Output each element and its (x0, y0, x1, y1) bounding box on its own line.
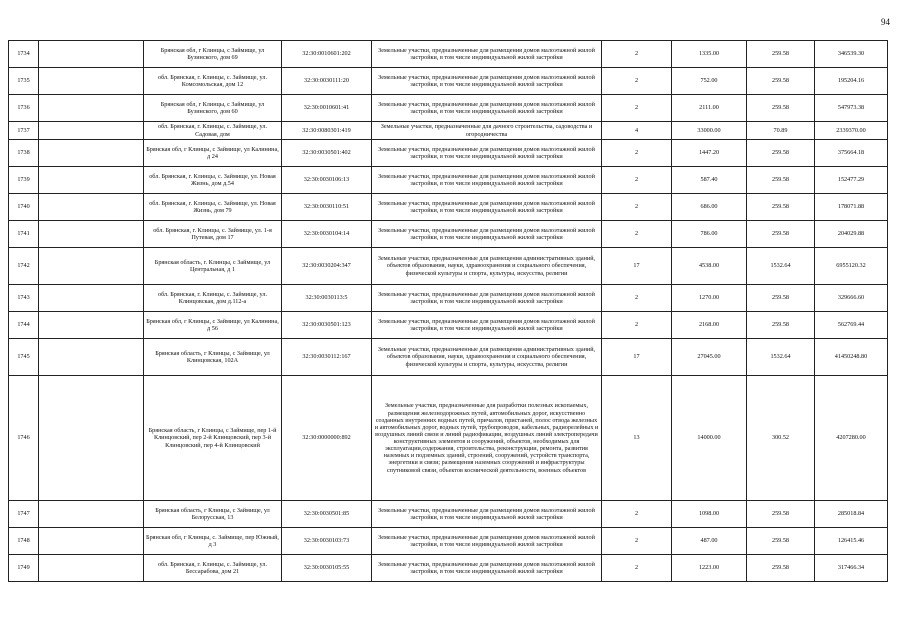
cadastral-number-cell: 32:30:0030103:73 (282, 528, 372, 555)
specific-value-cell: 259.58 (747, 501, 815, 528)
address-cell: обл. Брянская, г. Клинцы, с. Займище, ул. Комсомольская, дом 12 (144, 68, 282, 95)
use-group-cell: 2 (602, 555, 672, 582)
specific-value-cell: 1532.64 (747, 248, 815, 285)
table-row (9, 140, 888, 167)
cadastral-number-cell: 32:30:0030106:13 (282, 167, 372, 194)
specific-value-cell: 259.58 (747, 285, 815, 312)
cadastral-value-cell: 547973.38 (815, 95, 888, 122)
land-use-cell: Земельные участки, предназначенные для размещения домов малоэтажной жилой застройки, в том числе индивидуальной жилой застройки (372, 95, 602, 122)
row-number-cell: 1741 (9, 221, 39, 248)
land-use-cell: Земельные участки, предназначенные для размещения домов малоэтажной жилой застройки, в том числе индивидуальной жилой застройки (372, 68, 602, 95)
table-row (9, 285, 888, 312)
address-cell: обл. Брянская, г. Клинцы, с. Займище, ул. Садовая, дом (144, 122, 282, 140)
table-row (9, 248, 888, 285)
area-cell: 2168.00 (672, 312, 747, 339)
area-cell: 1447.20 (672, 140, 747, 167)
cadastral-number-cell: 32:30:0030113:5 (282, 285, 372, 312)
area-cell: 2111.00 (672, 95, 747, 122)
use-group-cell: 2 (602, 312, 672, 339)
cadastral-value-cell: 317466.34 (815, 555, 888, 582)
use-group-cell: 2 (602, 528, 672, 555)
address-cell: обл. Брянская, г. Клинцы, с. Займище, ул. Клинцовская, дом д.112-а (144, 285, 282, 312)
table-row (9, 221, 888, 248)
specific-value-cell: 259.58 (747, 167, 815, 194)
blank-cell (39, 68, 144, 95)
cadastral-value-cell: 285018.84 (815, 501, 888, 528)
land-use-cell: Земельные участки, предназначенные для размещения домов малоэтажной жилой застройки, в том числе индивидуальной жилой застройки (372, 194, 602, 221)
use-group-cell: 2 (602, 167, 672, 194)
blank-cell (39, 339, 144, 376)
use-group-cell: 2 (602, 194, 672, 221)
address-cell: Брянская область, г Клинцы, с Займище, пер 1-й Клинцовский, пер 2-й Клинцовский, пер 3-й Клинцовский, пер 4-й Клинцовский (144, 376, 282, 501)
address-cell: Брянская обл, г Клинцы, с. Займище, пер Южный, д 3 (144, 528, 282, 555)
table-row (9, 501, 888, 528)
row-number-cell: 1744 (9, 312, 39, 339)
address-cell: обл. Брянская, г. Клинцы, с. Займище, ул. Бессарабова, дом 21 (144, 555, 282, 582)
row-number-cell: 1746 (9, 376, 39, 501)
cadastral-valuation-table (8, 40, 888, 582)
row-number-cell: 1745 (9, 339, 39, 376)
land-use-cell: Земельные участки, предназначенные для размещения домов малоэтажной жилой застройки, в том числе индивидуальной жилой застройки (372, 140, 602, 167)
blank-cell (39, 528, 144, 555)
cadastral-number-cell: 32:30:0030204:347 (282, 248, 372, 285)
use-group-cell: 2 (602, 221, 672, 248)
use-group-cell: 17 (602, 248, 672, 285)
specific-value-cell: 1532.64 (747, 339, 815, 376)
specific-value-cell: 259.58 (747, 221, 815, 248)
cadastral-value-cell: 126415.46 (815, 528, 888, 555)
specific-value-cell: 259.58 (747, 95, 815, 122)
land-use-cell: Земельные участки, предназначенные для разработки полезных ископаемых, размещения железнодорожных путей, автомобильных дорог, искусственно созданных внутренних водных путей, причалов, пристаней, полос отвода железных и автомобильных дорог, водных путей, трубопроводов, кабельных, радиорелейных и воздушных линий связи и линий радиофикации, воздушных линий электропередачи конструктивных элементов и сооружений, объектов, необходимых для эксплуатации,содержания, строительства, реконструкции, ремонта, развития наземных и подземных зданий, строений, сооружений, устройств транспорта, энергетики и связи; размещения наземных сооружений и инфраструктуры спутниковой связи, объектов космической деятельности, военных объектов (372, 376, 602, 501)
land-use-cell: Земельные участки, предназначенные для размещения домов малоэтажной жилой застройки, в том числе индивидуальной жилой застройки (372, 221, 602, 248)
blank-cell (39, 285, 144, 312)
row-number-cell: 1738 (9, 140, 39, 167)
cadastral-value-cell: 4207280.00 (815, 376, 888, 501)
blank-cell (39, 41, 144, 68)
use-group-cell: 2 (602, 41, 672, 68)
specific-value-cell: 259.58 (747, 312, 815, 339)
row-number-cell: 1735 (9, 68, 39, 95)
area-cell: 786.00 (672, 221, 747, 248)
cadastral-number-cell: 32:30:0080301:419 (282, 122, 372, 140)
blank-cell (39, 555, 144, 582)
use-group-cell: 2 (602, 285, 672, 312)
address-cell: Брянская обл, г Клинцы, с Займище, ул Бузинского, дом 69 (144, 41, 282, 68)
area-cell: 686.00 (672, 194, 747, 221)
row-number-cell: 1734 (9, 41, 39, 68)
use-group-cell: 2 (602, 501, 672, 528)
land-use-cell: Земельные участки, предназначенные для размещения домов малоэтажной жилой застройки, в том числе индивидуальной жилой застройки (372, 167, 602, 194)
area-cell: 1223.00 (672, 555, 747, 582)
cadastral-number-cell: 32:30:0030110:51 (282, 194, 372, 221)
use-group-cell: 17 (602, 339, 672, 376)
row-number-cell: 1747 (9, 501, 39, 528)
blank-cell (39, 376, 144, 501)
specific-value-cell: 259.58 (747, 68, 815, 95)
address-cell: Брянская область, г Клинцы, с Займище, ул Клинцовская, 102А (144, 339, 282, 376)
cadastral-number-cell: 32:30:0030501:123 (282, 312, 372, 339)
use-group-cell: 2 (602, 95, 672, 122)
cadastral-value-cell: 6955120.32 (815, 248, 888, 285)
cadastral-number-cell: 32:30:0030104:14 (282, 221, 372, 248)
table-row (9, 194, 888, 221)
cadastral-value-cell: 204029.88 (815, 221, 888, 248)
cadastral-value-cell: 329666.60 (815, 285, 888, 312)
table-row (9, 122, 888, 140)
area-cell: 27045.00 (672, 339, 747, 376)
cadastral-value-cell: 178071.88 (815, 194, 888, 221)
address-cell: Брянская обл, г Клинцы, с Займище, ул Калинина, д 24 (144, 140, 282, 167)
land-use-cell: Земельные участки, предназначенные для размещения домов малоэтажной жилой застройки, в том числе индивидуальной жилой застройки (372, 312, 602, 339)
land-use-cell: Земельные участки, предназначенные для дачного строительства, садоводства и огородничества (372, 122, 602, 140)
land-use-cell: Земельные участки, предназначенные для размещения домов малоэтажной жилой застройки, в том числе индивидуальной жилой застройки (372, 41, 602, 68)
cadastral-number-cell: 32:30:0030105:55 (282, 555, 372, 582)
cadastral-number-cell: 32:30:0030501:402 (282, 140, 372, 167)
area-cell: 1335.00 (672, 41, 747, 68)
blank-cell (39, 221, 144, 248)
table-row (9, 376, 888, 501)
row-number-cell: 1748 (9, 528, 39, 555)
blank-cell (39, 248, 144, 285)
cadastral-value-cell: 346539.30 (815, 41, 888, 68)
specific-value-cell: 300.52 (747, 376, 815, 501)
land-use-cell: Земельные участки, предназначенные для размещения домов малоэтажной жилой застройки, в том числе индивидуальной жилой застройки (372, 528, 602, 555)
row-number-cell: 1737 (9, 122, 39, 140)
land-use-cell: Земельные участки, предназначенные для размещения домов малоэтажной жилой застройки, в том числе индивидуальной жилой застройки (372, 555, 602, 582)
land-use-cell: Земельные участки, предназначенные для размещения административных зданий, объектов образования, науки, здравоохранения и социального обеспечения, физической культуры и спорта, культуры, искусства, религии (372, 339, 602, 376)
blank-cell (39, 312, 144, 339)
address-cell: Брянская обл, г Клинцы, с Займище, ул Бузинского, дом 60 (144, 95, 282, 122)
address-cell: Брянская область, г Клинцы, с Займище, ул Белорусская, 13 (144, 501, 282, 528)
table-row (9, 555, 888, 582)
cadastral-number-cell: 32:30:0010601:41 (282, 95, 372, 122)
specific-value-cell: 259.58 (747, 555, 815, 582)
cadastral-value-cell: 195204.16 (815, 68, 888, 95)
blank-cell (39, 140, 144, 167)
area-cell: 752.00 (672, 68, 747, 95)
cadastral-number-cell: 32:30:0030112:167 (282, 339, 372, 376)
cadastral-value-cell: 152477.29 (815, 167, 888, 194)
row-number-cell: 1743 (9, 285, 39, 312)
table-row (9, 68, 888, 95)
cadastral-value-cell: 41450248.80 (815, 339, 888, 376)
blank-cell (39, 122, 144, 140)
area-cell: 14000.00 (672, 376, 747, 501)
cadastral-number-cell: 32:30:0030111:20 (282, 68, 372, 95)
blank-cell (39, 194, 144, 221)
row-number-cell: 1742 (9, 248, 39, 285)
row-number-cell: 1749 (9, 555, 39, 582)
table-row (9, 312, 888, 339)
area-cell: 4538.00 (672, 248, 747, 285)
blank-cell (39, 501, 144, 528)
address-cell: обл. Брянская, г. Клинцы, с. Займище, ул. 1-я Путевая, дом 17 (144, 221, 282, 248)
address-cell: Брянская обл, г Клинцы, с Займище, ул Калинина, д 56 (144, 312, 282, 339)
cadastral-number-cell: 32:30:0030501:85 (282, 501, 372, 528)
use-group-cell: 4 (602, 122, 672, 140)
page-number: 94 (881, 17, 890, 27)
cadastral-value-cell: 562769.44 (815, 312, 888, 339)
blank-cell (39, 167, 144, 194)
row-number-cell: 1740 (9, 194, 39, 221)
land-use-cell: Земельные участки, предназначенные для размещения домов малоэтажной жилой застройки, в том числе индивидуальной жилой застройки (372, 501, 602, 528)
table-row (9, 41, 888, 68)
land-use-cell: Земельные участки, предназначенные для размещения административных зданий, объектов образования, науки, здравоохранения и социального обеспечения, физической культуры и спорта, культуры, искусства, религии (372, 248, 602, 285)
blank-cell (39, 95, 144, 122)
specific-value-cell: 259.58 (747, 528, 815, 555)
use-group-cell: 2 (602, 140, 672, 167)
table-body (9, 41, 888, 582)
area-cell: 487.00 (672, 528, 747, 555)
cadastral-value-cell: 375664.18 (815, 140, 888, 167)
specific-value-cell: 70.89 (747, 122, 815, 140)
cadastral-number-cell: 32:30:0010601:202 (282, 41, 372, 68)
table-row (9, 528, 888, 555)
address-cell: Брянская область, г. Клинцы, с Займище, ул Центральная, д 1 (144, 248, 282, 285)
row-number-cell: 1736 (9, 95, 39, 122)
table-row (9, 167, 888, 194)
use-group-cell: 13 (602, 376, 672, 501)
area-cell: 33000.00 (672, 122, 747, 140)
specific-value-cell: 259.58 (747, 140, 815, 167)
address-cell: обл. Брянская, г. Клинцы, с. Займище, ул. Новая Жизнь, дом д.54 (144, 167, 282, 194)
specific-value-cell: 259.58 (747, 41, 815, 68)
table-row (9, 95, 888, 122)
specific-value-cell: 259.58 (747, 194, 815, 221)
area-cell: 587.40 (672, 167, 747, 194)
row-number-cell: 1739 (9, 167, 39, 194)
area-cell: 1098.00 (672, 501, 747, 528)
cadastral-value-cell: 2339370.00 (815, 122, 888, 140)
area-cell: 1270.00 (672, 285, 747, 312)
table-row (9, 339, 888, 376)
land-use-cell: Земельные участки, предназначенные для размещения домов малоэтажной жилой застройки, в том числе индивидуальной жилой застройки (372, 285, 602, 312)
address-cell: обл. Брянская, г. Клинцы, с. Займище, ул. Новая Жизнь, дом 79 (144, 194, 282, 221)
cadastral-number-cell: 32:30:0000000:892 (282, 376, 372, 501)
use-group-cell: 2 (602, 68, 672, 95)
